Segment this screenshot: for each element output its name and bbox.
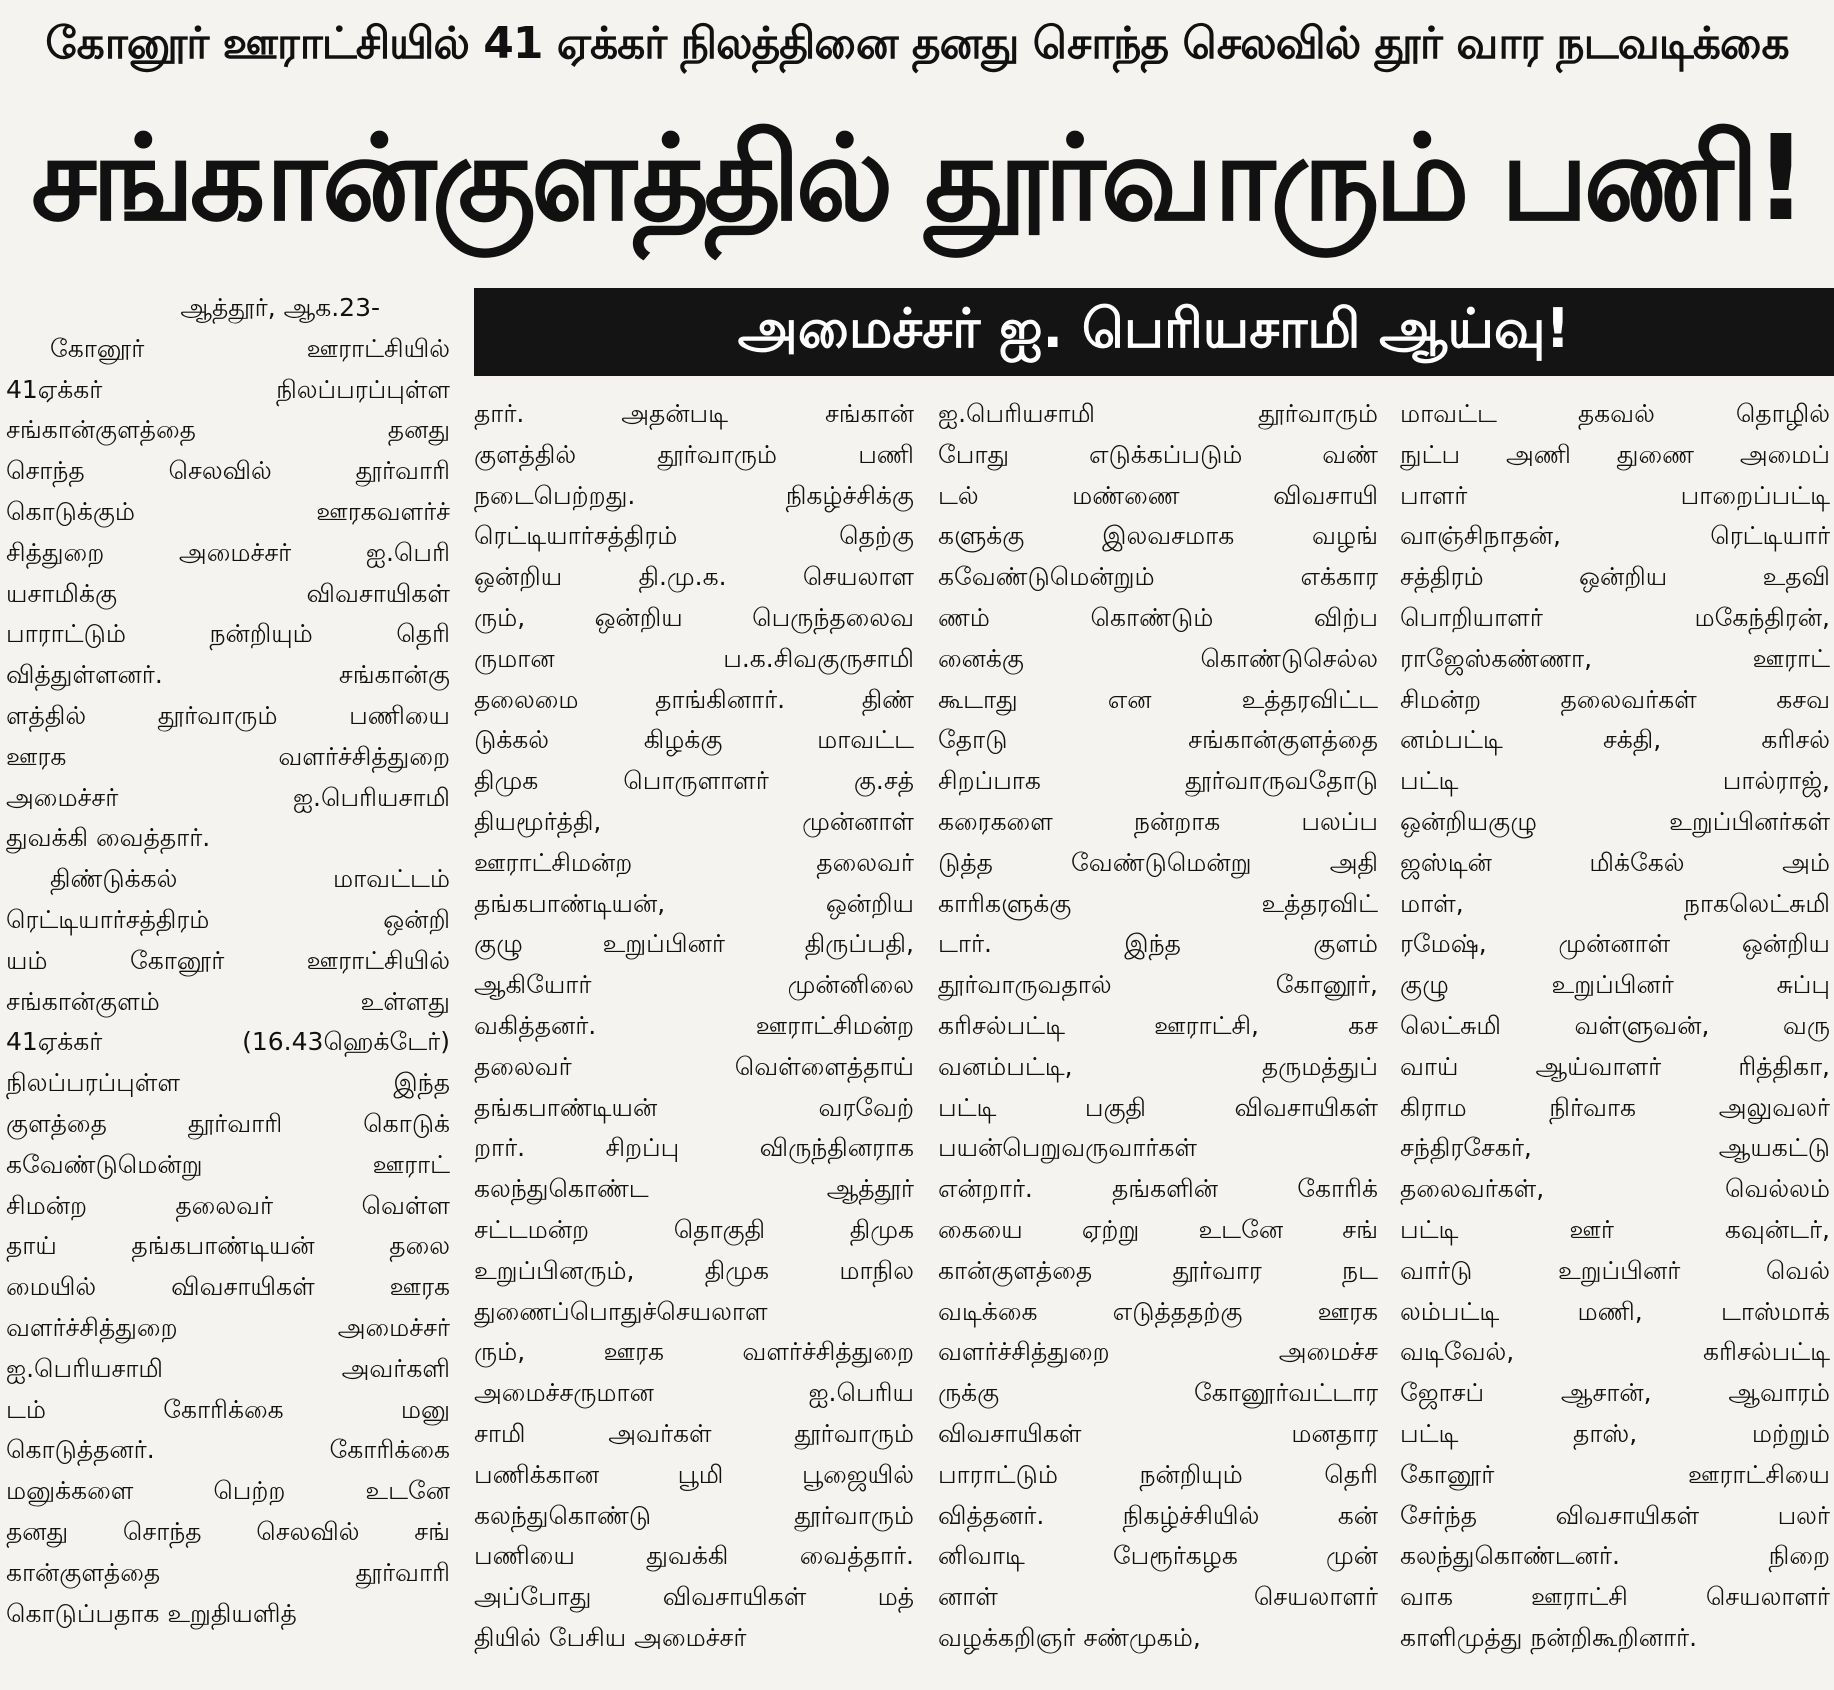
article-text-line: பயன்பெறுவருவார்கள் [938,1133,1197,1163]
article-text-line: சத்திரம் ஒன்றிய உதவி [1400,562,1830,592]
article-text-line: சங்கான்குளம் உள்ளது [6,986,450,1016]
article-text-line: நிலப்பரப்புள்ள இந்த [6,1068,450,1098]
sub-headline-banner: அமைச்சர் ஐ. பெரியசாமி ஆய்வு! [474,288,1834,376]
article-text-line: தோடு சங்கான்குளத்தை [938,725,1378,755]
article-text-line: பட்டி ஊர் கவுன்டர், [1400,1214,1830,1244]
article-text-line: குளத்தில் தூர்வாரும் பணி [474,439,914,469]
article-text-line: வாக ஊராட்சி செயலாளர் [1400,1582,1830,1612]
article-text-line: வார்டு உறுப்பினர் வெல் [1400,1255,1830,1285]
article-text-line: திமுக பொருளாளர் கு.சத் [474,766,914,796]
article-text-line: என்றார். தங்களின் கோரிக் [938,1174,1378,1204]
article-text-line: மாள், நாகலெட்சுமி [1400,888,1830,918]
article-text-line: டம் கோரிக்கை மனு [6,1394,450,1424]
article-text-line: ரும், ஒன்றிய பெருந்தலைவ [474,602,914,632]
article-text-line: கோனூர் ஊராட்சியை [1400,1459,1830,1489]
article-text-line: சட்டமன்ற தொகுதி திமுக [474,1214,914,1244]
article-text-line: வித்துள்ளனர். சங்கான்கு [6,660,450,690]
article-text-line: மனுக்களை பெற்ற உடனே [6,1476,450,1506]
article-text-line: குளத்தை தூர்வாரி கொடுக் [6,1108,450,1138]
article-text-line: சங்கான்குளத்தை தனது [6,415,450,445]
article-text-line: ஐ.பெரியசாமி தூர்வாரும் [938,399,1378,428]
article-text-line: லம்பட்டி மணி, டாஸ்மாக் [1400,1296,1830,1326]
article-text-line: னைக்கு கொண்டுசெல்ல [938,643,1378,673]
article-text-line: அமைச்சருமான ஐ.பெரிய [474,1378,914,1408]
article-text-line: சிறப்பாக தூர்வாருவதோடு [938,766,1378,796]
article-text-line: நடைபெற்றது. நிகழ்ச்சிக்கு [474,480,914,510]
article-text-line: கரைகளை நன்றாக பலப்ப [938,806,1378,836]
article-text-line: பாராட்டும் நன்றியும் தெரி [938,1459,1378,1489]
main-headline: சங்கான்குளத்தில் தூர்வாரும் பணி! [31,109,1803,247]
article-text-line: தாய் தங்கபாண்டியன் தலை [6,1231,450,1261]
article-text-line: சித்துறை அமைச்சர் ஐ.பெரி [6,537,450,567]
article-text-line: அப்போது விவசாயிகள் மத் [474,1582,914,1612]
article-text-line: பட்டி பால்ராஜ், [1400,766,1830,796]
article-text-line: தனது சொந்த செலவில் சங் [6,1516,450,1546]
article-text-line: னாள் செயலாளர் [938,1582,1378,1612]
article-text-line: காரிகளுக்கு உத்தரவிட் [938,888,1378,918]
article-text-line: ரெட்டியார்சத்திரம் தெற்கு [474,521,914,551]
article-text-line: டுக்கல் கிழக்கு மாவட்ட [474,725,914,755]
article-text-line: ரமேஷ், முன்னாள் ஒன்றிய [1400,929,1830,959]
article-text-line: குழு உறுப்பினர் திருப்பதி, [474,929,914,959]
article-text-line: பட்டி பகுதி விவசாயிகள் [938,1092,1378,1122]
article-column-3 [938,394,1378,1659]
article-text-line: ருக்கு கோனூர்வட்டார [938,1378,1378,1408]
article-text-line: ஒன்றிய தி.மு.க. செயலாள [474,562,914,592]
article-text-line: கொடுப்பதாக உறுதியளித் [6,1598,297,1628]
article-text-line: லெட்சுமி வள்ளுவன், வரு [1400,1010,1830,1040]
article-text-line: போது எடுக்கப்படும் வண் [938,439,1378,469]
article-text-line: டல் மண்ணை விவசாயி [938,480,1378,510]
article-text-line: வித்தனர். நிகழ்ச்சியில் கன் [938,1500,1378,1530]
article-text-line: கையை ஏற்று உடனே சங் [938,1214,1378,1244]
article-text-line: சிமன்ற தலைவர்கள் கசவ [1400,684,1830,714]
article-text-line: தங்கபாண்டியன் வரவேற் [474,1092,914,1122]
article-text-line: வனம்பட்டி, தருமத்துப் [938,1051,1378,1081]
article-text-line: கோனூர் ஊராட்சியில் [50,333,450,363]
article-text-line: சிமன்ற தலைவர் வெள்ள [6,1190,450,1220]
article-column-1 [6,288,450,1634]
article-text-line: கவேண்டுமென்று ஊராட் [6,1149,450,1179]
article-text-line: தலைவர்கள், வெல்லம் [1400,1174,1830,1204]
article-text-line: ஆத்தூர், ஆக.23- [180,293,380,322]
article-text-line: சொந்த செலவில் தூர்வாரி [6,456,450,486]
kicker-headline: கோனூர் ஊராட்சியில் 41 ஏக்கர் நிலத்தினை தனது சொந்த செலவில் தூர் வார நடவடிக்கை [45,17,1789,69]
article-text-line: கொடுத்தனர். கோரிக்கை [6,1435,450,1465]
article-text-line: களுக்கு இலவசமாக வழங் [938,521,1378,551]
article-text-line: வடிக்கை எடுத்ததற்கு ஊரக [938,1296,1378,1326]
article-text-line: கொடுக்கும் ஊரகவளர்ச் [6,496,450,526]
article-text-line: தியில் பேசிய அமைச்சர் [474,1622,747,1652]
article-text-line: தங்கபாண்டியன், ஒன்றிய [474,888,914,918]
article-text-line: திண்டுக்கல் மாவட்டம் [50,864,450,894]
article-text-line: மாவட்ட தகவல் தொழில் [1400,399,1830,428]
article-text-line: கான்குளத்தை தூர்வார நட [938,1255,1378,1285]
article-text-line: துணைப்பொதுச்செயலாள [474,1296,768,1326]
article-column-2 [474,394,914,1659]
article-text-line: காளிமுத்து நன்றிகூறினார். [1400,1622,1698,1652]
article-text-line: தலைவர் வெள்ளைத்தாய் [474,1051,914,1081]
article-text-line: வகித்தனர். ஊராட்சிமன்ற [474,1010,914,1040]
article-text-line: றார். சிறப்பு விருந்தினராக [474,1133,914,1163]
article-text-line: 41ஏக்கர் (16.43ஹெக்டேர்) [6,1027,450,1057]
article-text-line: மையில் விவசாயிகள் ஊரக [6,1272,450,1302]
article-text-line: பணிக்கான பூமி பூஜையில் [474,1459,914,1489]
article-text-line: தியமூர்த்தி, முன்னாள் [474,806,914,836]
article-text-line: ஆகியோர் முன்னிலை [474,970,914,1000]
article-text-line: வளர்ச்சித்துறை அமைச்சர் [6,1312,450,1342]
article-text-line: தலைமை தாங்கினார். திண் [474,684,914,714]
article-text-line: ணம் கொண்டும் விற்ப [938,602,1378,632]
article-text-line: டுத்த வேண்டுமென்று அதி [938,847,1378,877]
article-text-line: குழு உறுப்பினர் சுப்பு [1400,970,1830,1000]
article-text-line: பாராட்டும் நன்றியும் தெரி [6,619,450,649]
article-text-line: னிவாடி பேரூர்கழக முன் [938,1541,1378,1571]
article-text-line: ஒன்றியகுழு உறுப்பினர்கள் [1400,806,1830,836]
article-text-line: கலந்துகொண்டு தூர்வாரும் [474,1500,914,1530]
article-text-line: நுட்ப அணி துணை அமைப் [1400,439,1830,469]
article-text-line: உறுப்பினரும், திமுக மாநில [474,1255,914,1285]
article-text-line: யம் கோனூர் ஊராட்சியில் [6,945,450,975]
article-text-line: ஊரக வளர்ச்சித்துறை [6,741,450,771]
article-text-line: யசாமிக்கு விவசாயிகள் [6,578,450,608]
article-text-line: கலந்துகொண்ட ஆத்தூர் [474,1174,914,1204]
article-text-line: துவக்கி வைத்தார். [6,823,211,853]
article-text-line: பாளர் பாறைப்பட்டி [1400,480,1830,510]
article-text-line: வடிவேல், கரிசல்பட்டி [1400,1337,1830,1367]
article-text-line: ஜோசப் ஆசான், ஆவாரம் [1400,1378,1830,1408]
article-text-line: ராஜேஸ்கண்ணா, ஊராட் [1400,643,1830,673]
article-text-line: கரிசல்பட்டி ஊராட்சி, கச [938,1010,1378,1040]
article-text-line: வழக்கறிஞர் சண்முகம், [938,1622,1201,1652]
article-text-line: தூர்வாருவதால் கோனூர், [938,970,1378,1000]
article-text-line: ஐ.பெரியசாமி அவர்களி [6,1353,450,1383]
article-text-line: சாமி அவர்கள் தூர்வாரும் [474,1418,914,1448]
article-column-4 [1400,394,1830,1659]
article-text-line: அமைச்சர் ஐ.பெரியசாமி [6,782,450,812]
article-text-line: கான்குளத்தை தூர்வாரி [6,1557,450,1587]
article-text-line: ஜஸ்டின் மிக்கேல் அம் [1400,847,1830,877]
article-text-line: னம்பட்டி சக்தி, கரிசல் [1400,725,1830,755]
article-text-line: ருமான ப.க.சிவகுருசாமி [474,643,914,673]
article-text-line: கூடாது என உத்தரவிட்ட [938,684,1378,714]
article-text-line: பணியை துவக்கி வைத்தார். [474,1541,914,1571]
article-text-line: வாய் ஆய்வாளர் ரித்திகா, [1400,1051,1830,1081]
article-text-line: கலந்துகொண்டனர். நிறை [1400,1541,1830,1571]
article-text-line: கிராம நிர்வாக அலுவலர் [1400,1092,1830,1122]
article-text-line: விவசாயிகள் மனதார [938,1418,1378,1448]
article-text-line: பட்டி தாஸ், மற்றும் [1400,1418,1830,1448]
article-text-line: கவேண்டுமென்றும் எக்கார [938,562,1378,592]
article-text-line: ரெட்டியார்சத்திரம் ஒன்றி [6,904,450,934]
article-text-line: சேர்ந்த விவசாயிகள் பலர் [1400,1500,1830,1530]
article-text-line: 41ஏக்கர் நிலப்பரப்புள்ள [6,374,450,404]
article-text-line: வாஞ்சிநாதன், ரெட்டியார் [1400,521,1830,551]
article-text-line: ளத்தில் தூர்வாரும் பணியை [6,700,450,730]
article-text-line: பொறியாளர் மகேந்திரன், [1400,602,1830,632]
article-text-line: ஊராட்சிமன்ற தலைவர் [474,847,914,877]
article-text-line: டார். இந்த குளம் [938,929,1378,959]
article-text-line: தார். அதன்படி சங்கான் [474,399,914,428]
article-text-line: வளர்ச்சித்துறை அமைச்ச [938,1337,1378,1367]
article-text-line: சந்திரசேகர், ஆயகட்டு [1400,1133,1830,1163]
article-text-line: ரும், ஊரக வளர்ச்சித்துறை [474,1337,914,1367]
